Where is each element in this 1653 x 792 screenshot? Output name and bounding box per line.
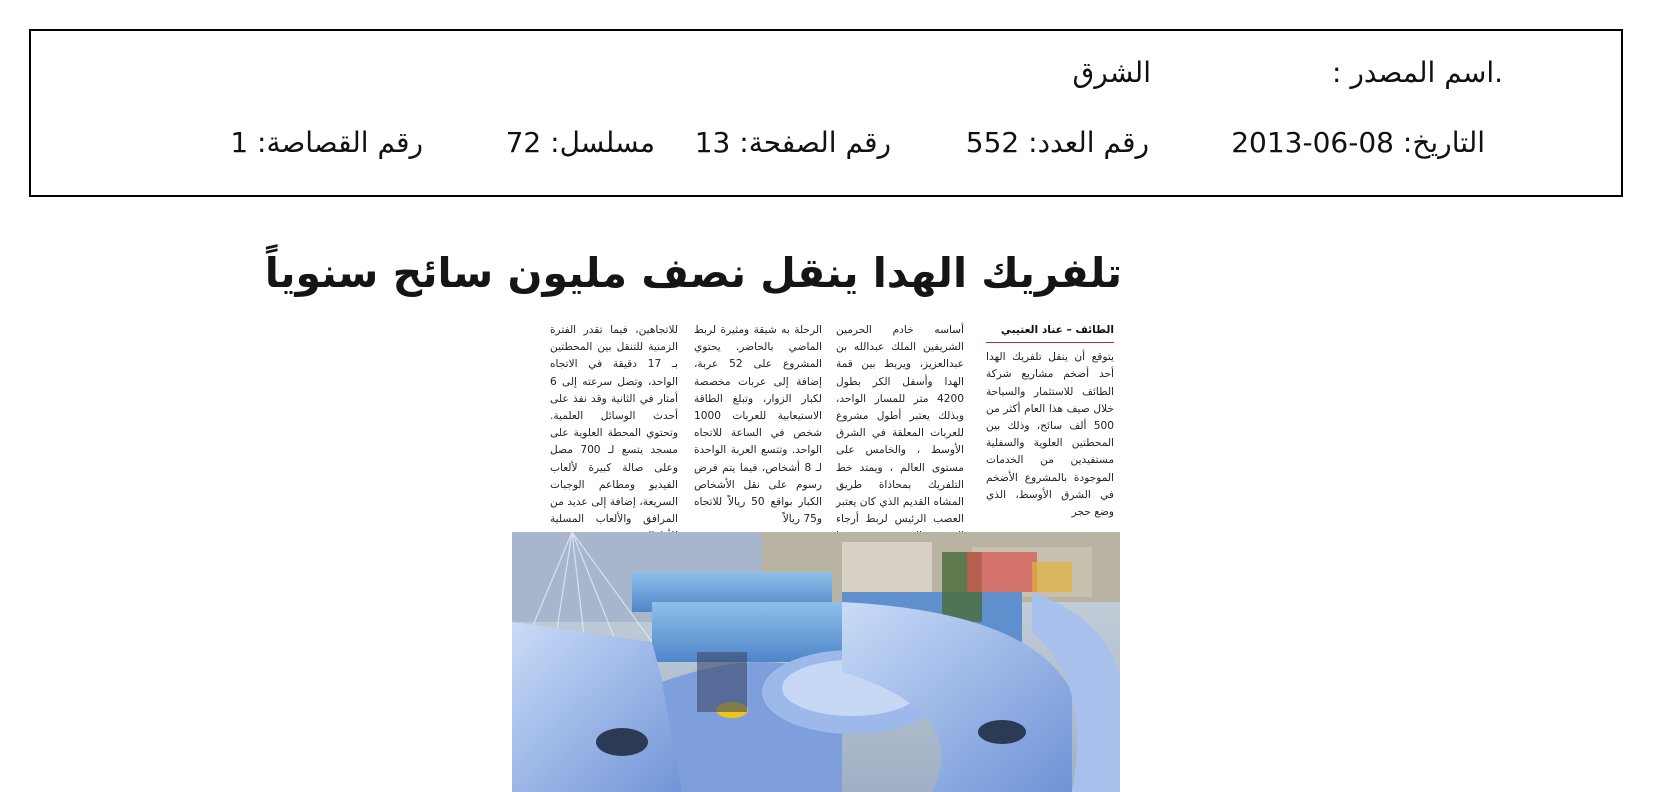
article-column-text: أساسه خادم الحرمين الشريفين الملك عبدالله بن عبدالعزيز، ويربط بين قمة الهدا وأسفل الكر بطول 4200 متر للمسار الواحد، وبذلك يعتبر أطول مشروع للعربات المعلقة في الشرق الأوسط ، والخامس على مستوى العالم ، ويمتد خط التلفريك بمحاذاة طريق المشاه القديم الذي كان يعتبر العصب الرئيس لربط أرجاء (836, 324, 964, 526)
article-column-text: يتوقع أن ينقل تلفريك الهدا أحد أضخم مشاريع شركة الطائف للاستثمار والسياحة خلال صيف هذا العام أكثر من 500 ألف سائح، وذلك بين المحطتين العلوية والسفلية مستفيدين من الخدمات الموجودة بالمشروع الأضخم في الشرق الأوسط، الذي وضع حجر (986, 351, 1114, 519)
water-park-photo (512, 532, 1120, 792)
page-number-field: رقم الصفحة: 13 (694, 126, 891, 159)
article-column-text: للاتجاهين، فيما تقدر الفترة الزمنية للتنقل بين المحطتين بـ 17 دقيقة في الاتجاه الواحد، وتصل سرعته إلى 6 أمتار في الثانية وقد نفذ على أحدث الوسائل العلمية. وتحتوي المحطة العلوية على مسجد يتسع لـ 700 مصل وعلى صالة كبيرة لألعاب الفيديو ومطاعم الوجبات السريعة، إضافة إلى عديد من المرافق والألعاب المسلية (550, 324, 678, 526)
article-column-1 (986, 322, 1114, 521)
source-metadata-box (29, 29, 1623, 197)
date-field: التاريخ: 08-06-2013 (1231, 126, 1485, 159)
article-column-2 (836, 322, 964, 563)
issue-number-field: رقم العدد: 552 (965, 126, 1149, 159)
details-row (31, 123, 1621, 163)
article-headline: تلفريك الهدا ينقل نصف مليون سائح سنوياً (264, 249, 1122, 297)
source-row (31, 53, 1621, 93)
article-photo (512, 532, 1120, 792)
serial-field: مسلسل: 72 (505, 126, 655, 159)
clip-number-field: رقم القصاصة: 1 (230, 126, 423, 159)
article-column-4 (550, 322, 678, 546)
source-label: .اسم المصدر : (1331, 56, 1503, 89)
article-column-text: الرحلة به شيقة ومثيرة لربط الماضي بالحاضر. يحتوي المشروع على 52 عربة، إضافة إلى عربات مخصصة لكبار الزوار، وتبلغ الطاقة الاستيعابية للعربات 1000 شخص في الساعة للاتجاه الواحد. وتتسع العربة الواحدة لـ 8 أشخاص، فيما يتم فرض رسوم على نقل الأشخاص الكبار بواقع 50 ريالاً للاتجاه و75 ريالاً (694, 324, 823, 526)
article-body (510, 322, 1122, 526)
source-value: الشرق (1072, 56, 1151, 89)
article-column-3 (694, 322, 822, 528)
article-byline: الطائف – عناد العتيبي (986, 322, 1114, 343)
